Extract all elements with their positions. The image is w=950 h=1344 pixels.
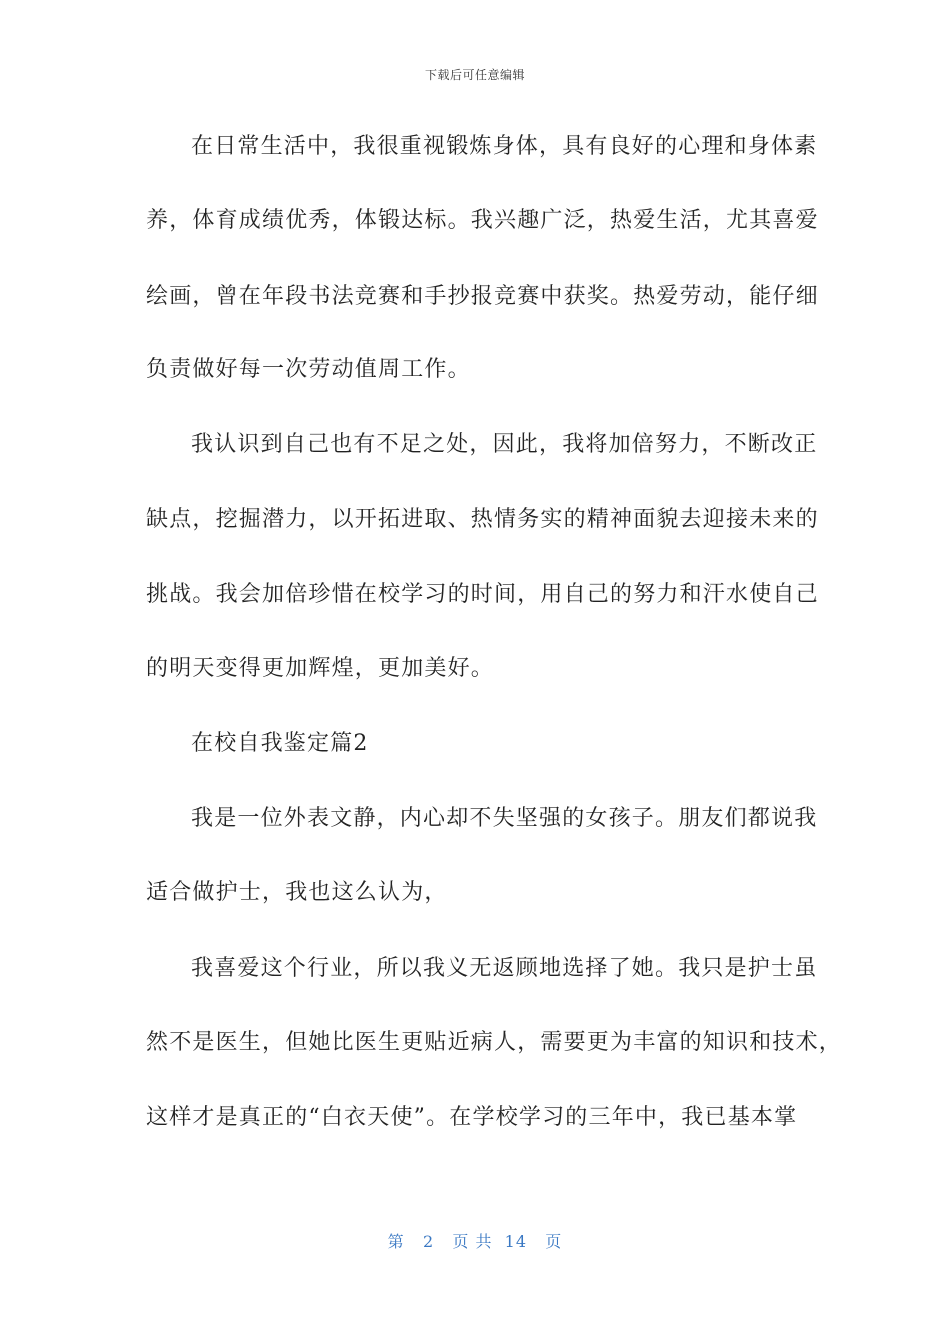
paragraph-line: 我认识到自己也有不足之处，因此，我将加倍努力，不断改正 [191,432,818,457]
footer-current-page: 2 [422,1232,435,1251]
paragraph-line: 适合做护士，我也这么认为， [146,880,448,905]
footer-label-of: 页 共 [452,1232,493,1251]
paragraph-line: 绘画，曾在年段书法竞赛和手抄报竞赛中获奖。热爱劳动，能仔细 [146,284,819,309]
paragraph-line: 挑战。我会加倍珍惜在校学习的时间，用自己的努力和汗水使自己 [146,582,819,607]
paragraph-line: 然不是医生，但她比医生更贴近病人，需要更为丰富的知识和技术， [146,1030,843,1055]
paragraph-line: 缺点，挖掘潜力，以开拓进取、热情务实的精神面貌去迎接未来的 [146,507,819,532]
paragraph-line: 负责做好每一次劳动值周工作。 [146,357,471,382]
paragraph-line: 这样才是真正的“白衣天使”。在学校学习的三年中，我已基本掌 [146,1105,798,1130]
paragraph-line: 我喜爱这个行业，所以我义无返顾地选择了她。我只是护士虽 [191,956,818,981]
paragraph-line: 的明天变得更加辉煌，更加美好。 [146,656,495,681]
paragraph-line: 在日常生活中，我很重视锻炼身体，具有良好的心理和身体素 [191,134,818,159]
page-footer [0,1229,950,1252]
footer-total-pages: 14 [504,1232,528,1251]
page-header: 下载后可任意编辑 [424,68,525,82]
paragraph-line: 我是一位外表文静，内心却不失坚强的女孩子。朋友们都说我 [191,806,818,831]
footer-label-page: 第 [387,1232,405,1251]
paragraph-line: 养，体育成绩优秀，体锻达标。我兴趣广泛，热爱生活，尤其喜爱 [146,208,819,233]
section-heading: 在校自我鉴定篇2 [191,731,369,756]
footer-label-pages: 页 [545,1232,563,1251]
